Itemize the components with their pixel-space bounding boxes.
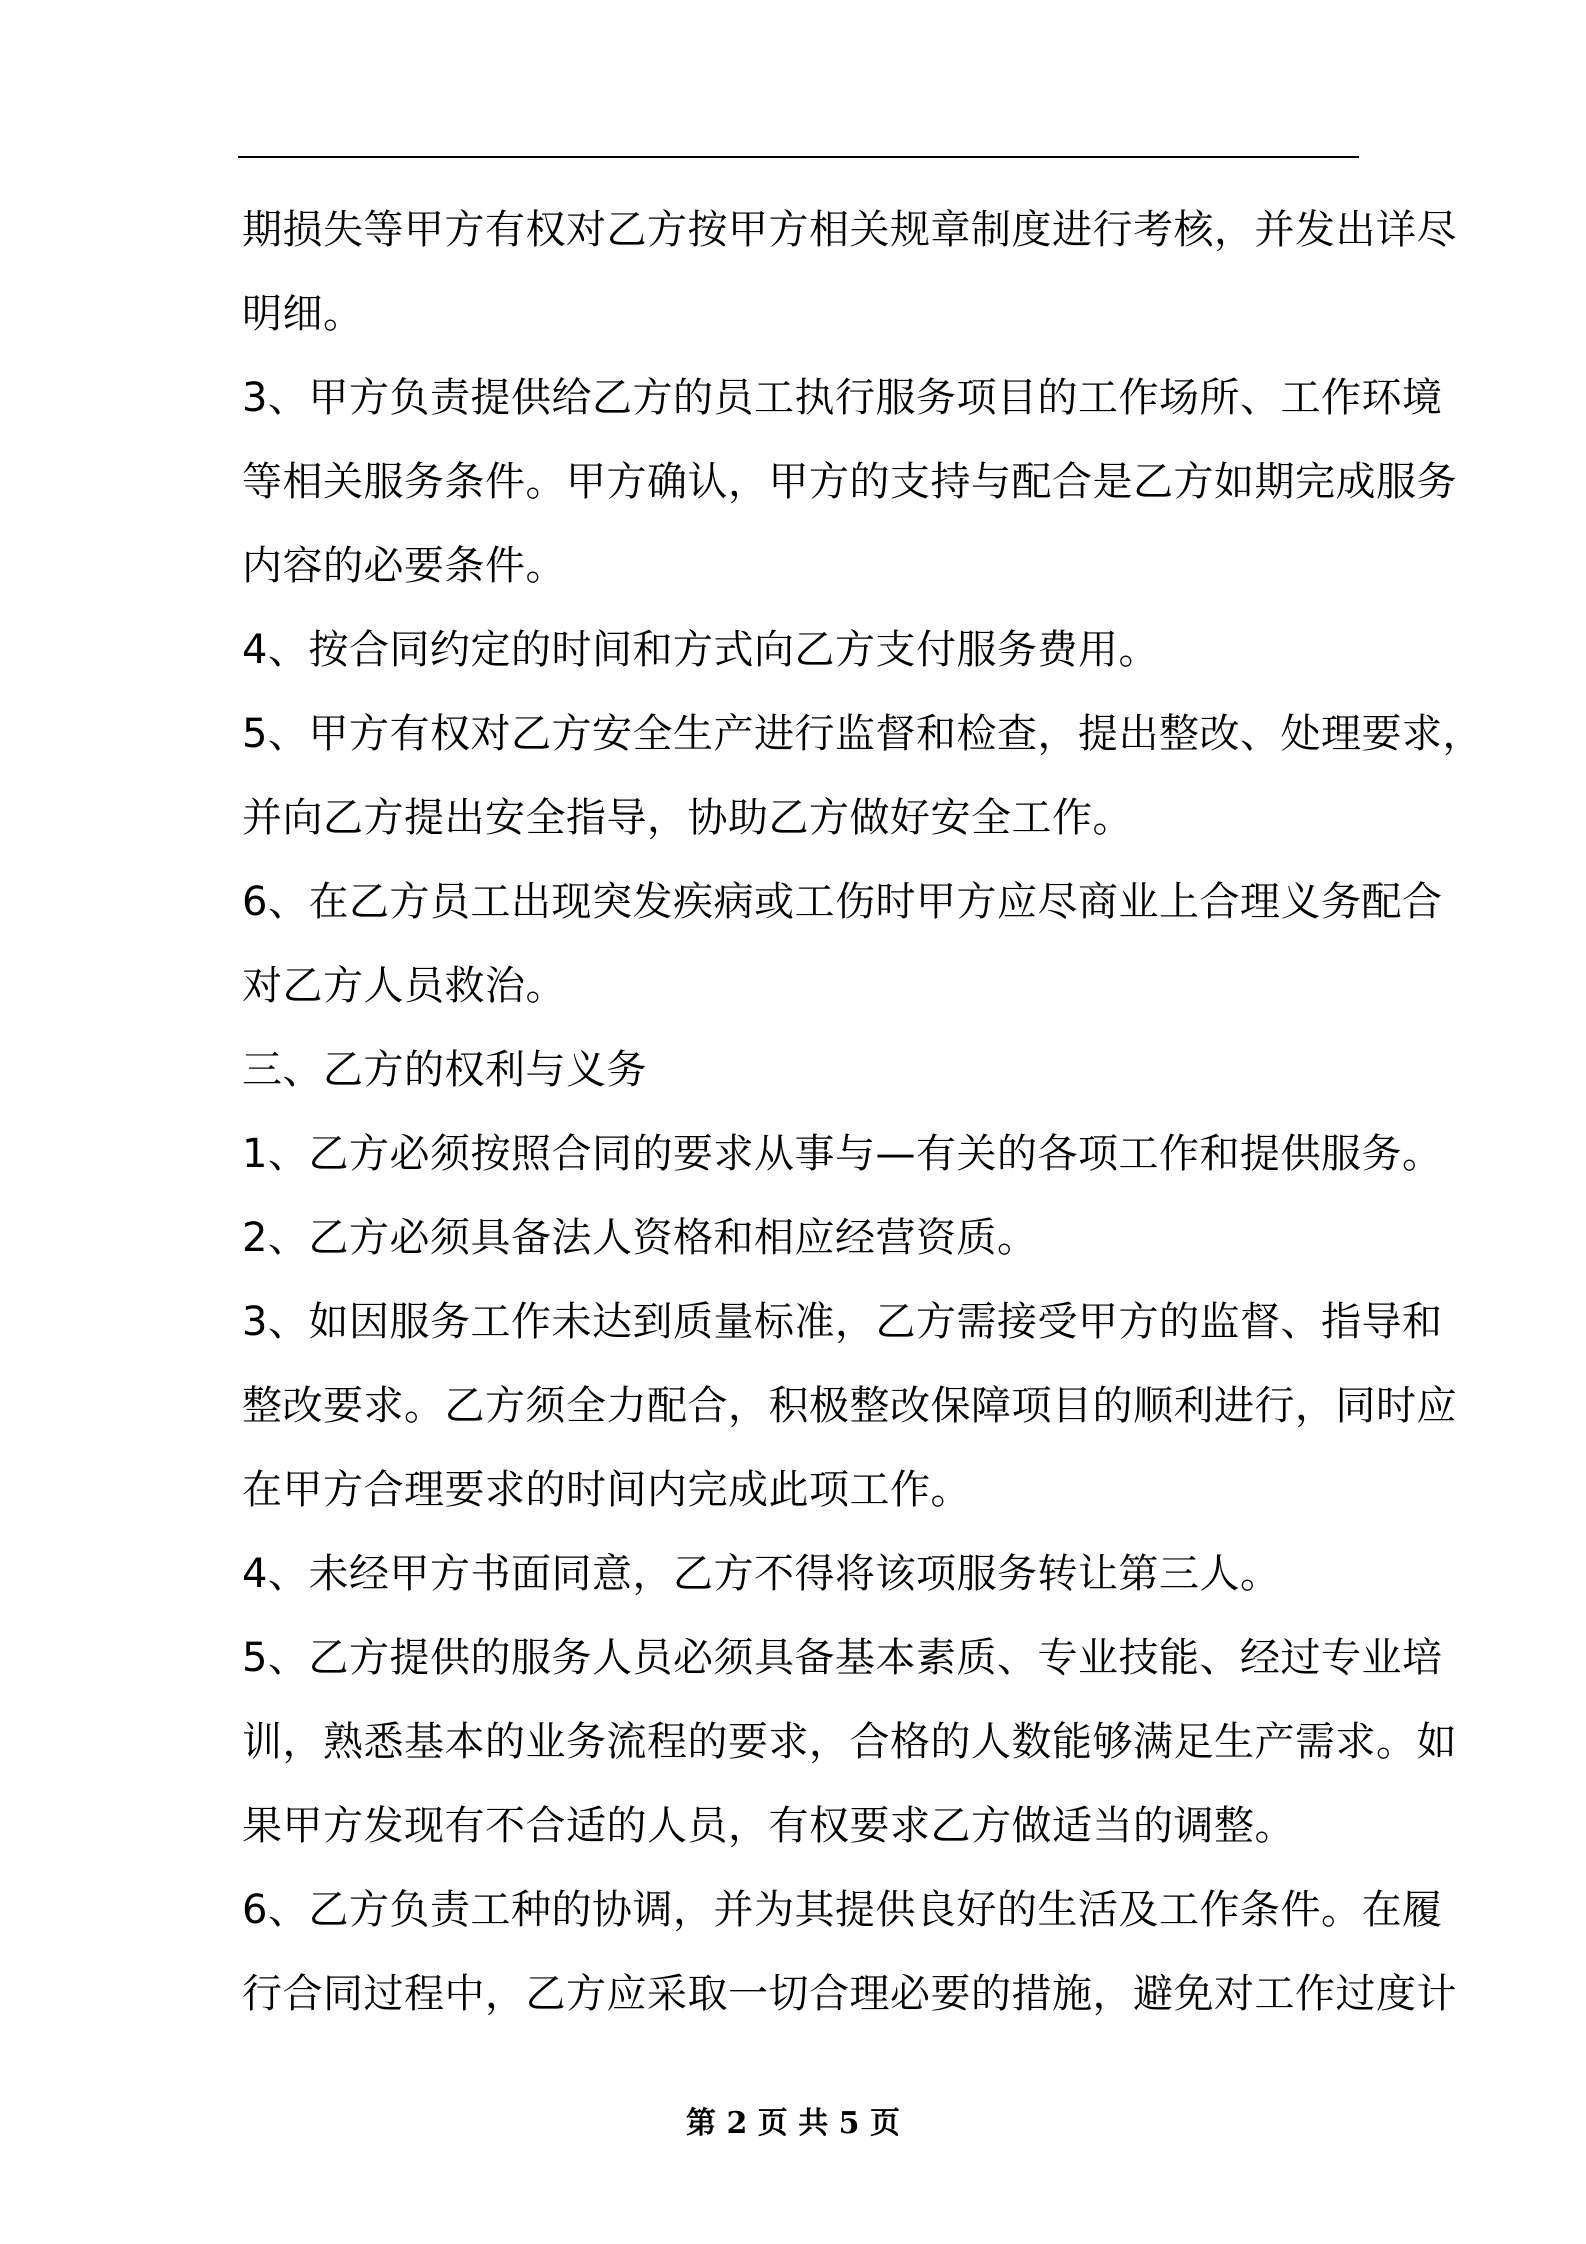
text-line: 果甲方发现有不合适的人员，有权要求乙方做适当的调整。 [242,1803,1295,1849]
header-rule [238,156,1359,158]
text-line: 期损失等甲方有权对乙方按甲方相关规章制度进行考核，并发出详尽 [242,207,1457,253]
text-line: 2、乙方必须具备法人资格和相应经营资质。 [242,1215,1038,1261]
text-line: 明细。 [242,291,364,337]
text-line: 4、未经甲方书面同意，乙方不得将该项服务转让第三人。 [242,1551,1281,1597]
text-line: 等相关服务条件。甲方确认，甲方的支持与配合是乙方如期完成服务 [242,459,1457,505]
section-heading: 三、乙方的权利与义务 [242,1047,647,1093]
text-line: 4、按合同约定的时间和方式向乙方支付服务费用。 [242,627,1159,673]
text-line: 并向乙方提出安全指导，协助乙方做好安全工作。 [242,795,1133,841]
text-line: 3、如因服务工作未达到质量标准，乙方需接受甲方的监督、指导和 [242,1299,1443,1345]
text-line: 内容的必要条件。 [242,543,566,589]
text-line: 5、甲方有权对乙方安全生产进行监督和检查，提出整改、处理要求， [242,711,1483,757]
text-line: 1、乙方必须按照合同的要求从事与—有关的各项工作和提供服务。 [242,1131,1443,1177]
text-line: 6、乙方负责工种的协调，并为其提供良好的生活及工作条件。在履 [242,1887,1443,1933]
text-line: 对乙方人员救治。 [242,963,566,1009]
page-number-footer: 第 2 页 共 5 页 [686,2106,900,2141]
text-line: 6、在乙方员工出现突发疾病或工伤时甲方应尽商业上合理义务配合 [242,879,1443,925]
text-line: 在甲方合理要求的时间内完成此项工作。 [242,1467,971,1513]
text-line: 行合同过程中，乙方应采取一切合理必要的措施，避免对工作过度计 [242,1971,1457,2017]
text-line: 整改要求。乙方须全力配合，积极整改保障项目的顺利进行，同时应 [242,1383,1457,1429]
text-line: 训，熟悉基本的业务流程的要求，合格的人数能够满足生产需求。如 [242,1719,1457,1765]
text-line: 3、甲方负责提供给乙方的员工执行服务项目的工作场所、工作环境 [242,375,1443,421]
document-body [242,188,1483,2036]
text-line: 5、乙方提供的服务人员必须具备基本素质、专业技能、经过专业培 [242,1635,1443,1681]
